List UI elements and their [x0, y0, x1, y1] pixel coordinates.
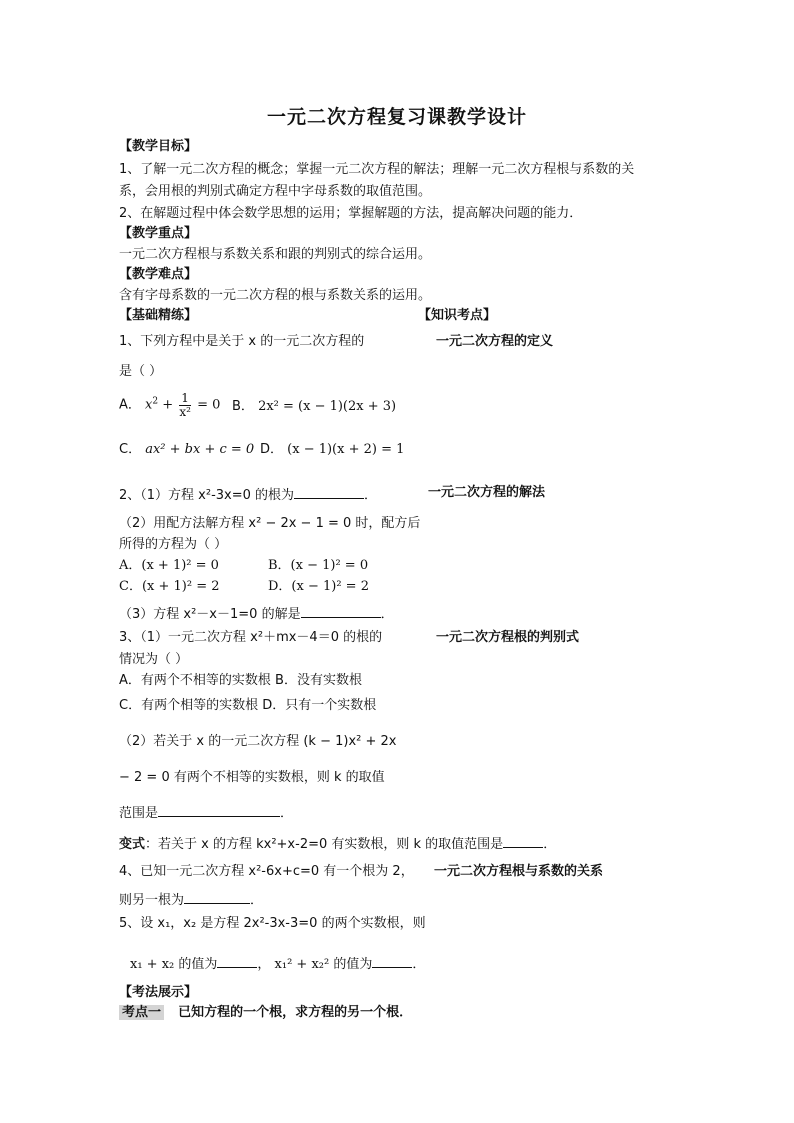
q3-variant: 变式：若关于 x 的方程 kx²+x-2=0 有实数根，则 k 的取值范围是 ． [119, 834, 556, 853]
q3-topic: 一元二次方程根的判别式 [436, 630, 580, 645]
q5-stem: 5、设 x₁，x₂ 是方程 2x²-3x-3=0 的两个实数根，则 [119, 916, 426, 931]
q5-part-1: x₁ + x₂ 的值为 [130, 957, 218, 972]
q4-stem-2: 则另一根为 ． [119, 890, 263, 909]
q5-parts: x₁ + x₂ 的值为 ， x₁² + x₂² 的值为 ． [130, 954, 425, 973]
methods-point-text: 已知方程的一个根，求方程的另一个根． [178, 1005, 413, 1020]
q1-option-b-label: B． [232, 399, 254, 414]
page-title: 一元二次方程复习课教学设计 [266, 106, 527, 128]
q3-options-cd: C．有两个相等的实数根 D．只有一个实数根 [119, 698, 377, 713]
key-points-text: 一元二次方程根与系数关系和跟的判别式的综合运用。 [119, 247, 432, 262]
q1-stem: 1、下列方程中是关于 x 的一元二次方程的 [119, 334, 365, 349]
q3-part-2b: − 2 = 0 有两个不相等的实数根，则 k 的取值 [119, 770, 385, 785]
q2-part-3-blank[interactable] [301, 604, 381, 618]
q3-options-ab: A．有两个不相等的实数根 B．没有实数根 [119, 673, 362, 688]
q1-option-b-expr: 2x² = (x − 1)(2x + 3) [258, 399, 397, 414]
methods-heading: 【考法展示】 [119, 985, 198, 1000]
q3-stem: 3、（1）一元二次方程 x²＋mx－4＝0 的根的 [119, 630, 383, 645]
q2-part-2: （2）用配方法解方程 x² − 2x − 1 = 0 时，配方后 [119, 516, 421, 531]
q1-stem-2: 是（ ） [119, 364, 163, 379]
q1-option-a: A． $x^2$ + $\frac{1}{\text{x²}}$ = 0 [119, 391, 221, 419]
q4-answer-blank[interactable] [184, 890, 250, 904]
q1-fraction [179, 392, 191, 418]
q2-option-b: B．(x − 1)² = 0 [268, 558, 369, 573]
q2-part-3: （3）方程 x²－x－1=0 的解是 ． [119, 604, 394, 623]
q3-part-2a: （2）若关于 x 的一元二次方程 (k − 1)x² + 2x [119, 734, 397, 749]
q2-answer-blank[interactable] [294, 485, 364, 499]
q1-option-c [119, 442, 254, 458]
objectives-line-2: 系，会用根的判别式确定方程中字母系数的取值范围。 [119, 184, 432, 199]
q1-fraction-denominator: x² [179, 404, 191, 419]
methods-point-tag: 考点一 [119, 1005, 164, 1020]
q2-topic: 一元二次方程的解法 [428, 485, 546, 500]
objectives-line-1: 1、了解一元二次方程的概念；掌握一元二次方程的解法；理解一元二次方程根与系数的关 [119, 162, 635, 177]
q1-option-d [260, 442, 404, 458]
objectives-line-3: 2、在解题过程中体会数学思想的运用；掌握解题的方法，提高解决问题的能力． [119, 206, 583, 221]
q1-option-a-label: A． [119, 397, 141, 413]
methods-point-1 [119, 1005, 412, 1021]
knowledge-heading: 【知识考点】 [418, 308, 497, 323]
q1-option-c-label: C． [119, 442, 142, 457]
q3-range-blank[interactable] [158, 803, 280, 817]
q1-option-a-tail: = 0 [197, 397, 221, 413]
difficulties-heading: 【教学难点】 [119, 267, 198, 282]
q5-part-2: x₁² + x₂² 的值为 [274, 957, 373, 972]
q3-stem-2: 情况为（ ） [119, 652, 189, 667]
q2-part-2b: 所得的方程为（ ） [119, 537, 228, 552]
q3-part-2c: 范围是 ． [119, 803, 293, 822]
q2-option-c: C．(x + 1)² = 2 [119, 579, 220, 594]
q1-option-d-expr: (x − 1)(x + 2) = 1 [287, 442, 405, 457]
q4-topic: 一元二次方程根与系数的关系 [434, 864, 604, 879]
q1-fraction-numerator: 1 [181, 391, 189, 405]
q5-blank-1[interactable] [217, 954, 257, 968]
q1-option-b [232, 399, 396, 415]
q2-stem: 2、（1）方程 x²-3x=0 的根为 ． [119, 485, 377, 504]
difficulties-text: 含有字母系数的一元二次方程的根与系数关系的运用。 [119, 288, 432, 303]
q3-variant-blank[interactable] [503, 834, 543, 848]
key-points-heading: 【教学重点】 [119, 226, 198, 241]
q1-a-x-squared: x [145, 397, 153, 413]
q1-option-d-label: D． [260, 442, 284, 457]
q3-variant-label: 变式 [119, 837, 146, 852]
q2-option-a: A．(x + 1)² = 0 [119, 558, 219, 573]
q5-blank-2[interactable] [372, 954, 412, 968]
practice-heading: 【基础精练】 [119, 308, 198, 323]
q1-option-c-expr: ax² + bx + c = 0 [145, 442, 255, 457]
q1-topic: 一元二次方程的定义 [436, 334, 554, 349]
objectives-heading: 【教学目标】 [119, 139, 198, 154]
q2-option-d: D．(x − 1)² = 2 [268, 579, 369, 594]
q4-stem: 4、已知一元二次方程 x²-6x+c=0 有一个根为 2， [119, 864, 414, 879]
